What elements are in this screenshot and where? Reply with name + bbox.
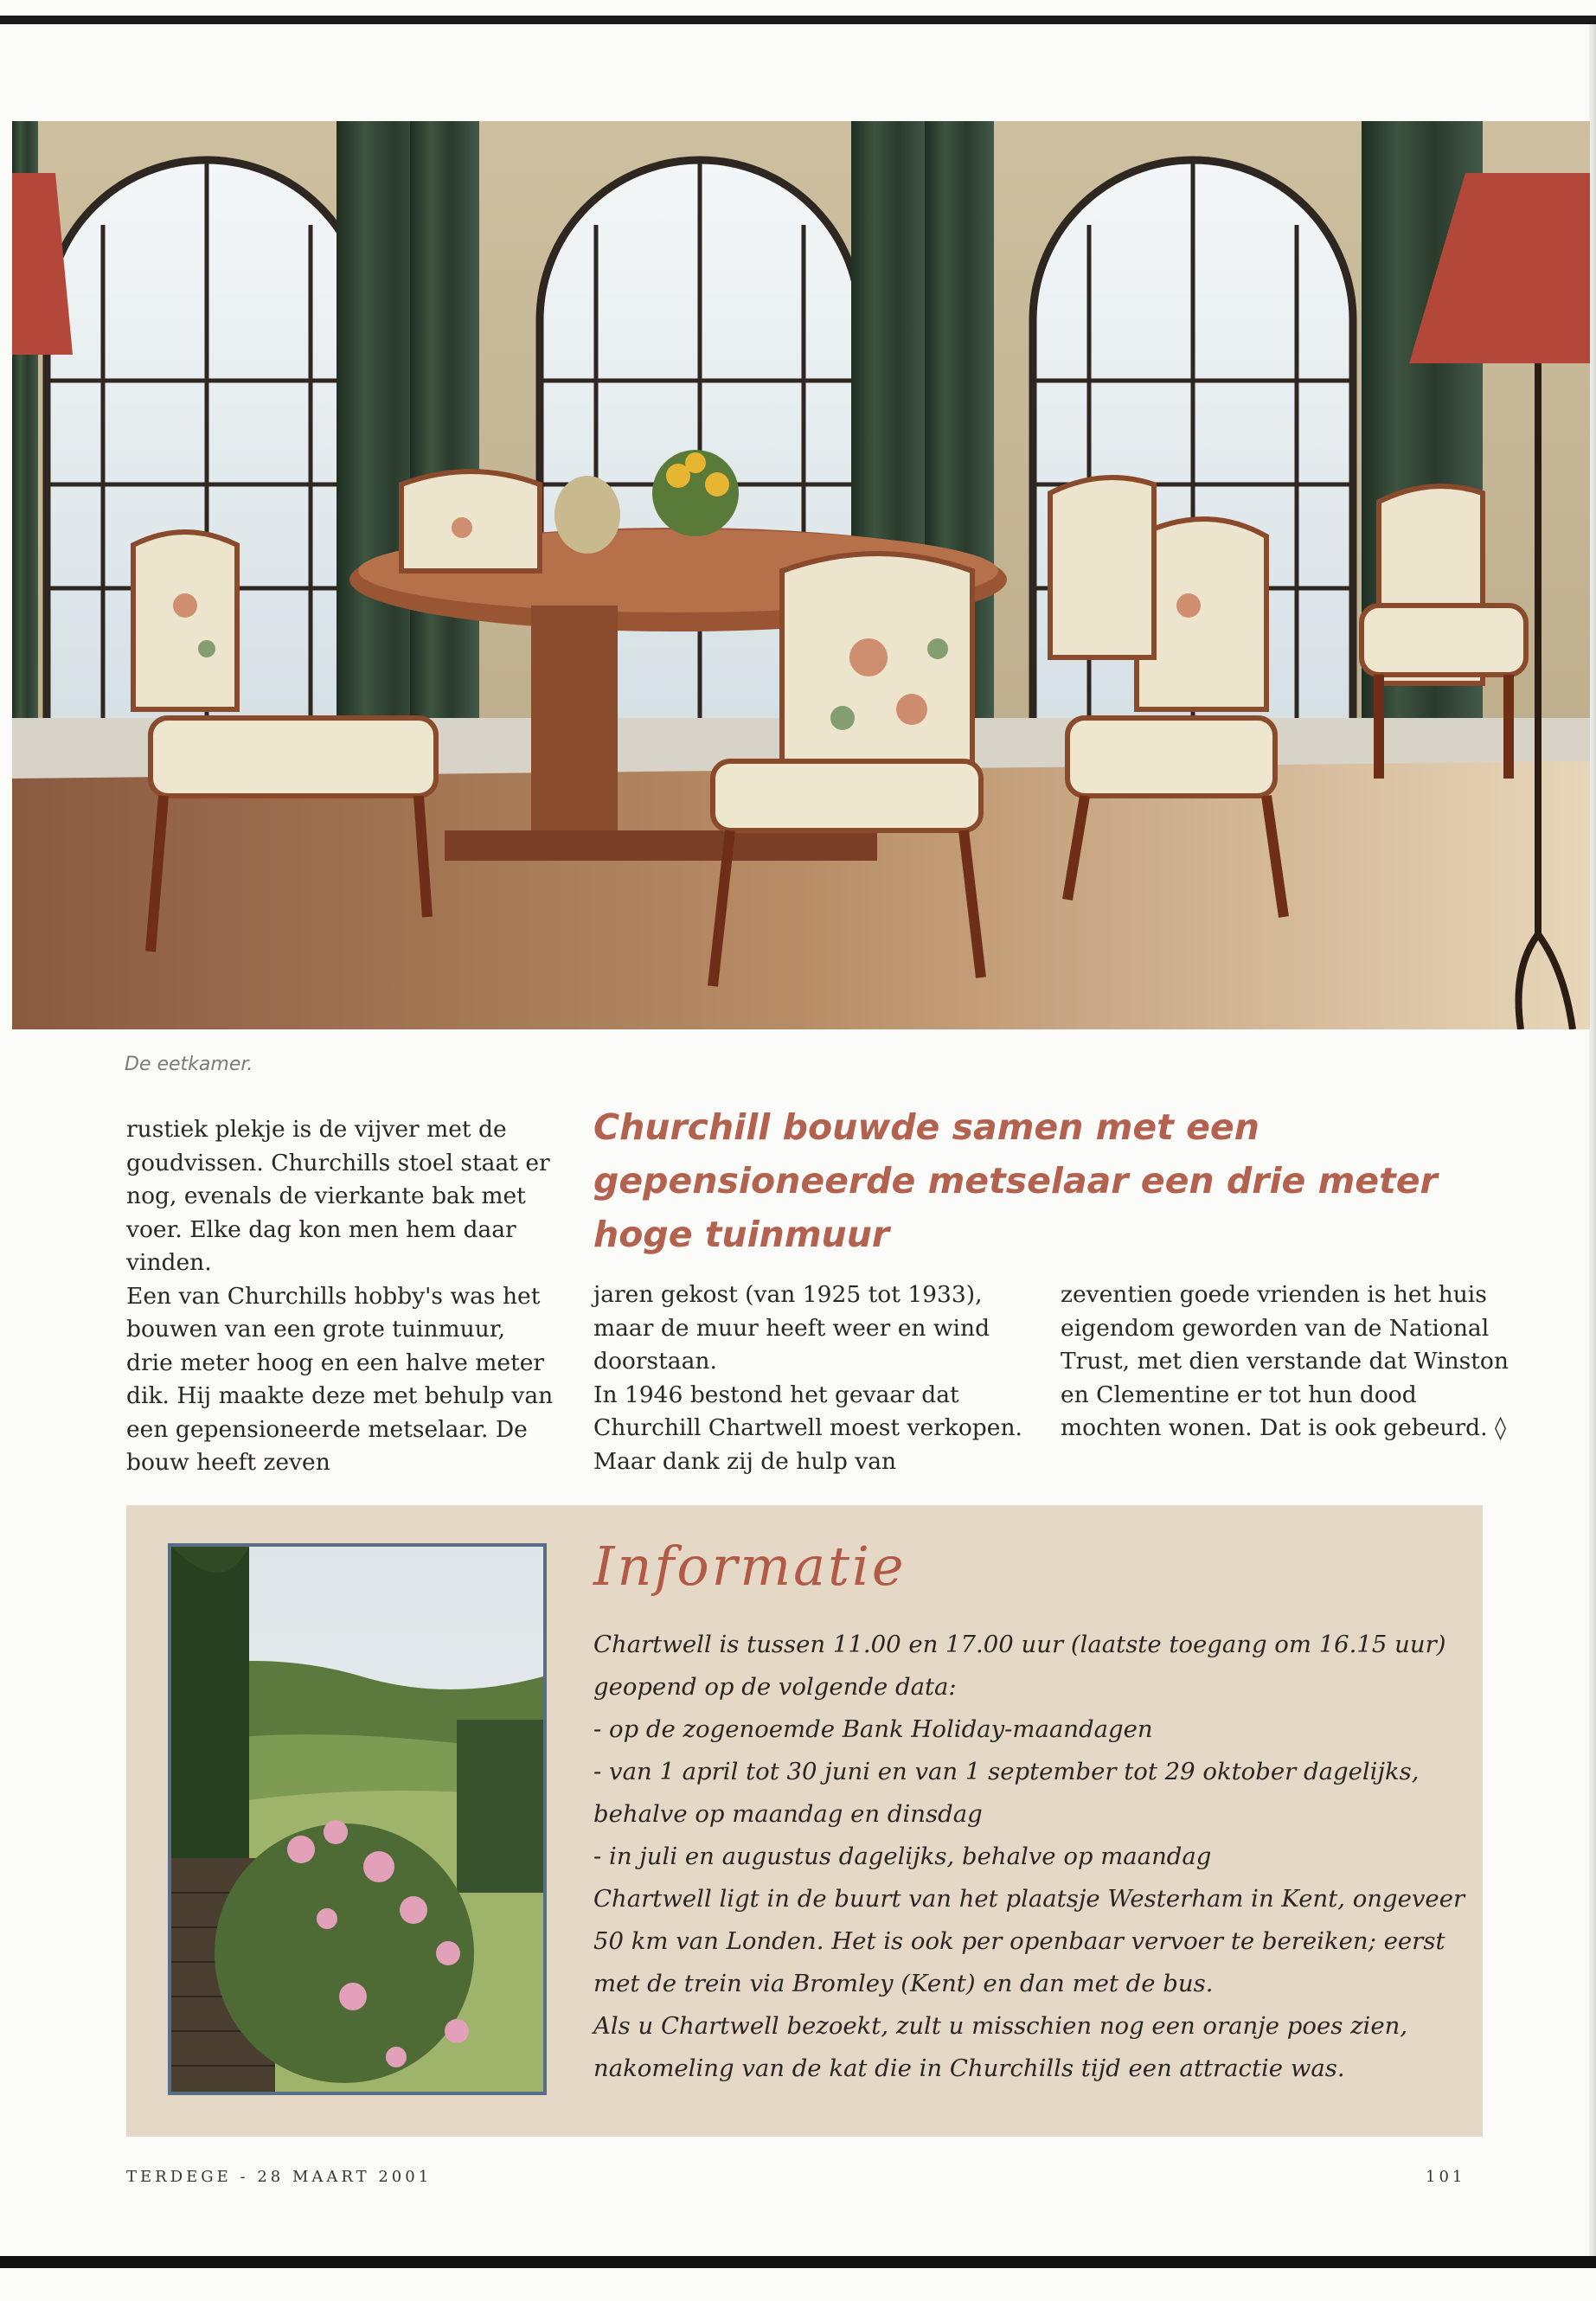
info-line: - van 1 april tot 30 juni en van 1 september tot 29 oktober dagelijks, behalve op maandag en dinsdag: [593, 1758, 1420, 1828]
body-column-1: [126, 1113, 559, 1480]
paragraph: jaren gekost (van 1925 tot 1933), maar de muur heeft weer en wind doorstaan.: [593, 1281, 990, 1375]
bottom-scan-border: [0, 2256, 1596, 2268]
paragraph: zeventien goede vrienden is het huis eigendom geworden van de National Trust, met dien verstande dat Winston en Clementine er tot hun dood mochten wonen. Dat is ook gebeurd. ◊: [1061, 1281, 1509, 1441]
info-line: Als u Chartwell bezoekt, zult u misschien nog een oranje poes zien, nakomeling van de kat die in Churchills tijd een attractie was.: [593, 2012, 1408, 2082]
page-number: 101: [1426, 2168, 1466, 2186]
paragraph: Een van Churchills hobby's was het bouwen van een grote tuinmuur, drie meter hoog en een halve meter dik. Hij maakte deze met behulp van een gepensioneerde metselaar. De bouw heeft zeven: [126, 1282, 554, 1476]
info-line: Chartwell is tussen 11.00 en 17.00 uur (laatste toegang om 16.15 uur) geopend op de volgende data:: [593, 1631, 1446, 1701]
garden-photo: [168, 1543, 547, 2095]
info-line: - op de zogenoemde Bank Holiday-maandagen: [593, 1715, 1153, 1743]
dining-room-photo: [12, 121, 1590, 1029]
publication-footer: TERDEGE - 28 MAART 2001: [126, 2168, 433, 2186]
paragraph: In 1946 bestond het gevaar dat Churchill Chartwell moest verkopen. Maar dank zij de hulp van: [593, 1381, 1022, 1475]
top-scan-border: [0, 16, 1596, 24]
pull-quote: Churchill bouwde samen met een gepensioneerde metselaar een drie meter hoge tuinmuur: [593, 1106, 1438, 1255]
info-line: - in juli en augustus dagelijks, behalve op maandag: [593, 1843, 1212, 1870]
body-column-2: [593, 1279, 1026, 1478]
info-line: Chartwell ligt in de buurt van het plaatsje Westerham in Kent, ongeveer 50 km van Londen. Het is ook per openbaar vervoer te bereiken; eerst met de trein via Bromley (Kent) en dan met de bus.: [593, 1885, 1465, 1997]
information-box: [126, 1505, 1483, 2137]
body-column-3: [1061, 1279, 1510, 1445]
info-title: Informatie: [593, 1535, 907, 1598]
info-text: [593, 1624, 1467, 2090]
photo-caption: De eetkamer.: [125, 1054, 253, 1075]
scan-edge-shadow: [1589, 24, 1596, 2256]
paragraph: rustiek plekje is de vijver met de goudvissen. Churchills stoel staat er nog, evenals de vierkante bak met voer. Elke dag kon men hem daar vinden.: [126, 1116, 550, 1276]
